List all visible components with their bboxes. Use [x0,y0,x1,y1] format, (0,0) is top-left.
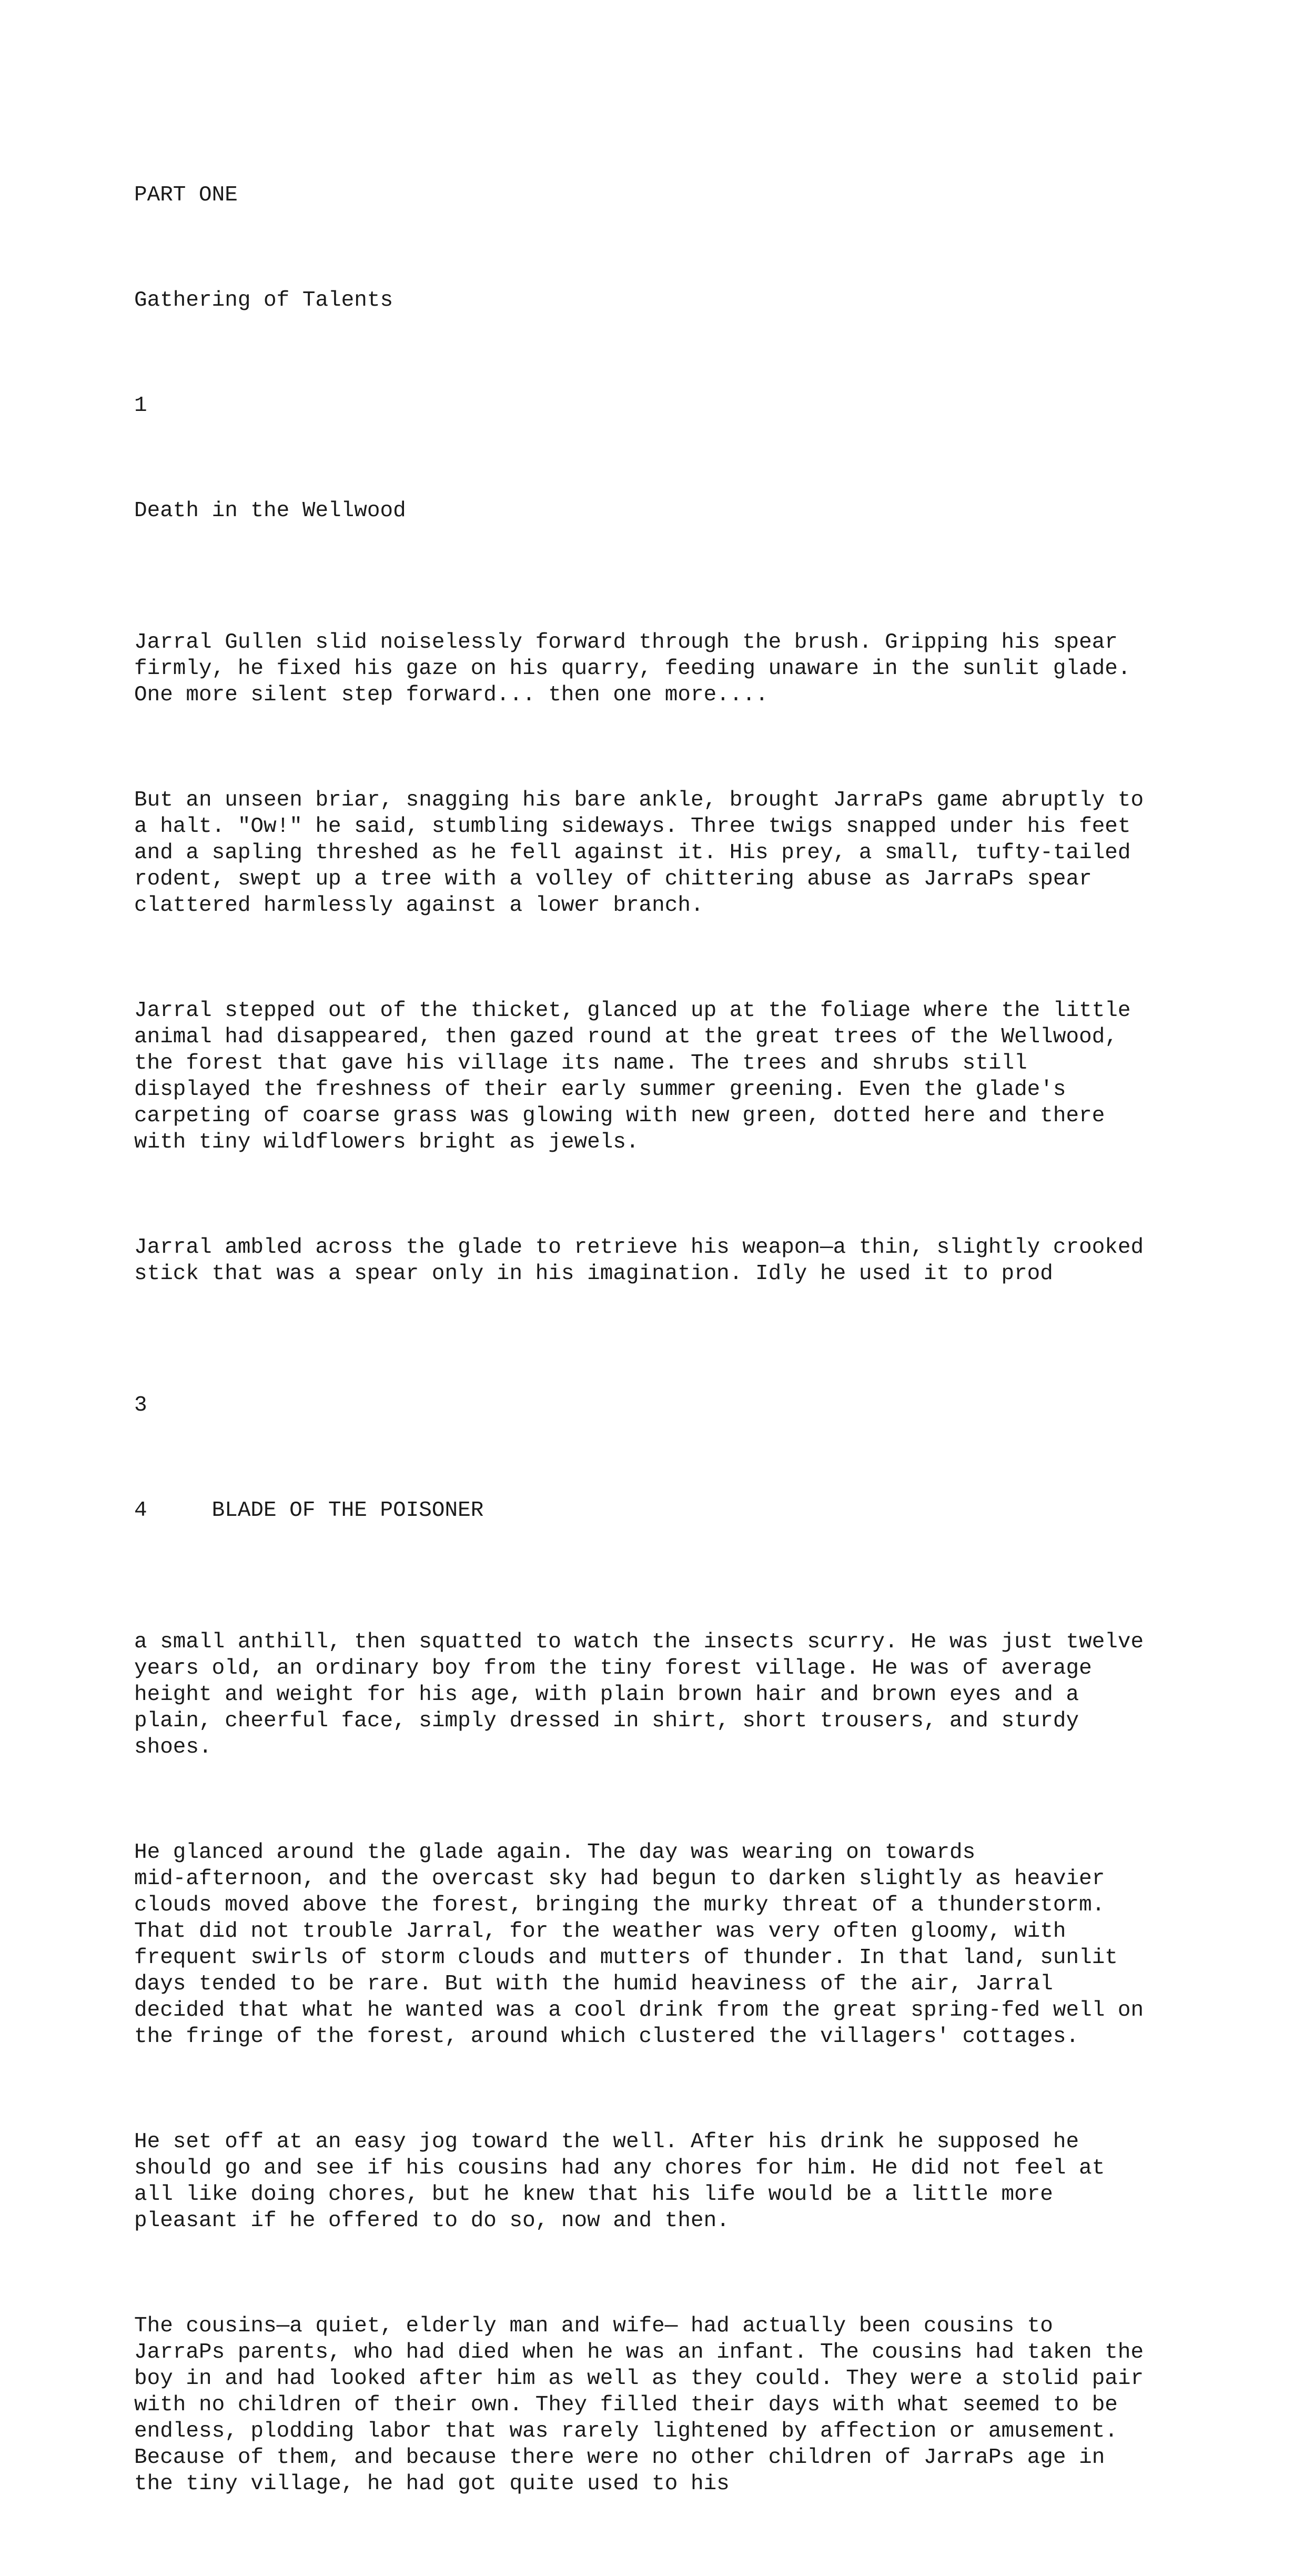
chapter-title: Death in the Wellwood [134,499,406,523]
chapter-number: 1 [134,394,147,418]
paragraph: Jarral ambled across the glade to retrieve his weapon—a thin, slightly crooked stick that was a spear only in his imagination. Idly he used it to prod [134,1235,1144,1286]
part-heading: PART ONE [134,183,238,207]
paragraph: He glanced around the glade again. The day was wearing on towards mid-afternoon, and the overcast sky had begun to darken slightly as heavier clouds moved above the forest, bringing the murky threat of a thunderstorm. That did not trouble Jarral, for the weather was very often gloomy, with frequent swirls of storm clouds and mutters of thunder. In that land, sunlit days tended to be rare. But with the humid heaviness of the air, Jarral decided that what he wanted was a cool drink from the great spring-fed well on the fringe of the forest, around which clustered the villagers' cottages. [134,1840,1144,2049]
paragraph: Jarral Gullen slid noiselessly forward through the brush. Gripping his spear firmly, he fixed his gaze on his quarry, feeding unaware in the sunlit glade. One more silent step forward... then one more.... [134,630,1131,707]
text-column [134,129,1186,2576]
running-header: 4 BLADE OF THE POISONER [134,1498,484,1523]
part-title: Gathering of Talents [134,288,393,313]
paragraph: Jarral stepped out of the thicket, glanced up at the foliage where the little animal had disappeared, then gazed round at the great trees of the Wellwood, the forest that gave his village its name. The trees and shrubs still displayed the freshness of their early summer greening. Even the glade's carpeting of coarse grass was glowing with new green, dotted here and there with tiny wildflowers bright as jewels. [134,999,1131,1154]
paragraph: He set off at an easy jog toward the well. After his drink he supposed he should go and see if his cousins had any chores for him. He did not feel at all like doing chores, but he knew that his life would be a little more pleasant if he offered to do so, now and then. [134,2130,1105,2233]
page-number: 3 [134,1393,147,1417]
paragraph: The cousins—a quiet, elderly man and wife— had actually been cousins to JarraPs parents, who had died when he was an infant. The cousins had taken the boy in and had looked after him as well as they could. They were a stolid pair with no children of their own. They filled their days with what seemed to be endless, plodding labor that was rarely lightened by affection or amusement. Because of them, and because there were no other children of JarraPs age in the tiny village, he had got quite used to his [134,2314,1144,2496]
paragraph: But an unseen briar, snagging his bare ankle, brought JarraPs game abruptly to a halt. "Ow!" he said, stumbling sideways. Three twigs snapped under his feet and a sapling threshed as he fell against it. His prey, a small, tufty-tailed rodent, swept up a tree with a volley of chittering abuse as JarraPs spear clattered harmlessly against a lower branch. [134,788,1144,918]
paragraph: a small anthill, then squatted to watch the insects scurry. He was just twelve years old, an ordinary boy from the tiny forest village. He was of average height and weight for his age, with plain brown hair and brown eyes and a plain, cheerful face, simply dressed in shirt, short trousers, and sturdy shoes. [134,1630,1144,1759]
